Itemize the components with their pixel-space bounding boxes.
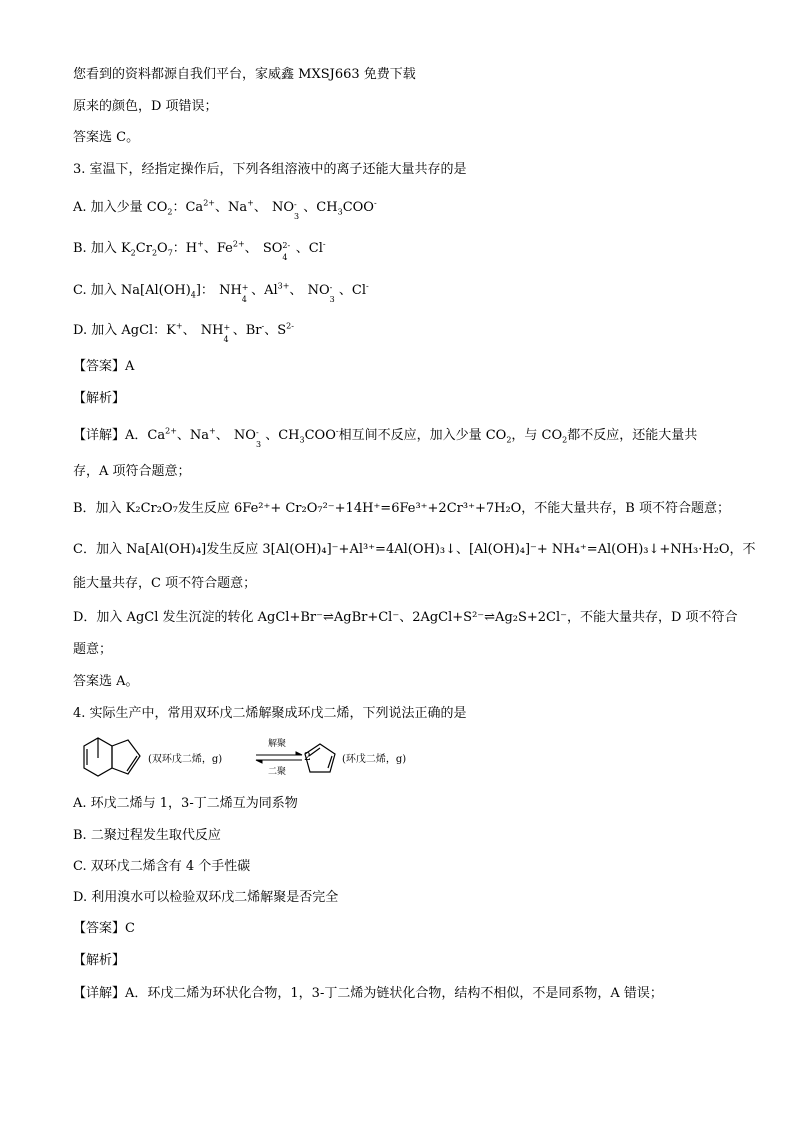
q3-detail-b: B．加入 K₂Cr₂O₇发生反应 6Fe²⁺+ Cr₂O₇²⁻+14H⁺=6Fe³⁺+2Cr³⁺+7H₂O，不能大量共存，B 项不符合题意； [73, 501, 730, 516]
q3-detail-d-cont: 题意； [73, 642, 113, 657]
ammonium-ion: NH + 4 [200, 323, 231, 344]
q3-detail-d: D．加入 AgCl 发生沉淀的转化 AgCl+Br⁻⇌AgBr+Cl⁻、2AgCl+S²⁻⇌Ag₂S+2Cl⁻，不能大量共存，D 项不符合 [73, 610, 738, 625]
reverse-condition: 二聚 [268, 767, 287, 777]
q3-detail-a: 【详解】A．$Ca^{2+}$、Na+、 NO - 3 、$CH_3COO^-$相互间不反应，加入少量 $CO_2$，与 $CO_2$都不反应，还能大量共 [73, 426, 698, 449]
q3-detail-c: C．加入 Na[Al(OH)₄]发生反应 3[Al(OH)₄]⁻+Al³⁺=4Al(OH)₃↓、[Al(OH)₄]⁻+ NH₄⁺=Al(OH)₃↓+NH₃·H₂O，不 [73, 542, 756, 557]
reactant-label: (双环戊二烯，g) [148, 754, 223, 765]
q3-answer: 【答案】A [73, 359, 135, 374]
q4-stem: 4. 实际生产中，常用双环戊二烯解聚成环戊二烯，下列说法正确的是 [73, 706, 467, 721]
q3-detail-a-cont: 存，A 项符合题意； [73, 464, 191, 479]
prev-answer-line-1: 原来的颜色，D 项错误； [73, 99, 218, 114]
q3-detail-c-cont: 能大量共存，C 项不符合题意； [73, 576, 257, 591]
forward-condition: 解聚 [268, 739, 287, 749]
product-label: (环戊二烯，g) [342, 754, 407, 765]
q3-stem: 3. 室温下，经指定操作后，下列各组溶液中的离子还能大量共存的是 [73, 162, 467, 177]
q3-option-c: C. 加入 $Na[Al(OH)_4]$： NH + 4 、$Al^{3+}$、 NO - 3 、Cl- [73, 281, 369, 304]
q4-detail-a: 【详解】A．环戊二烯为环状化合物，1，3-丁二烯为链状化合物，结构不相似，不是同系物，A 错误； [73, 986, 663, 1001]
sulfate-ion: SO 2- 4 [262, 241, 291, 262]
q4-answer: 【答案】C [73, 921, 135, 936]
dicyclopentadiene-structure [84, 738, 140, 776]
q4-option-b: B. 二聚过程发生取代反应 [73, 828, 221, 843]
q4-option-a: A. 环戊二烯与 1，3-丁二烯互为同系物 [73, 796, 298, 811]
q4-analysis-label: 【解析】 [73, 953, 126, 968]
header-watermark: 您看到的资料都源自我们平台，家威鑫 MXSJ663 免费下载 [73, 67, 416, 82]
ammonium-ion: NH + 4 [219, 283, 249, 304]
q4-option-d: D. 利用溴水可以检验双环戊二烯解聚是否完全 [73, 890, 339, 905]
nitrate-ion: NO - 3 [271, 200, 300, 221]
q4-option-c: C. 双环戊二烯含有 4 个手性碳 [73, 859, 251, 874]
q3-option-a: A. 加入少量 $CO_2$：$Ca^{2+}$、Na+、 NO - 3 、$CH_3COO^-$ [73, 198, 377, 221]
q3-analysis-label: 【解析】 [73, 391, 126, 406]
q3-option-b: B. 加入 $K_2Cr_2O_7$：H+、$Fe^{2+}$、 SO 2- 4 、Cl- [73, 239, 326, 262]
equilibrium-arrows [256, 752, 302, 763]
nitrate-ion: NO - 3 [307, 283, 335, 304]
nitrate-ion: NO - 3 [233, 428, 262, 449]
reaction-scheme [80, 734, 420, 784]
q3-option-d: D. 加入 AgCl：K+、 NH + 4 、Br-、$S^{2-}$ [73, 321, 294, 344]
product-coefficient: 2 [304, 750, 311, 763]
q3-conclusion: 答案选 A。 [73, 674, 139, 689]
prev-answer-line-2: 答案选 C。 [73, 130, 140, 145]
